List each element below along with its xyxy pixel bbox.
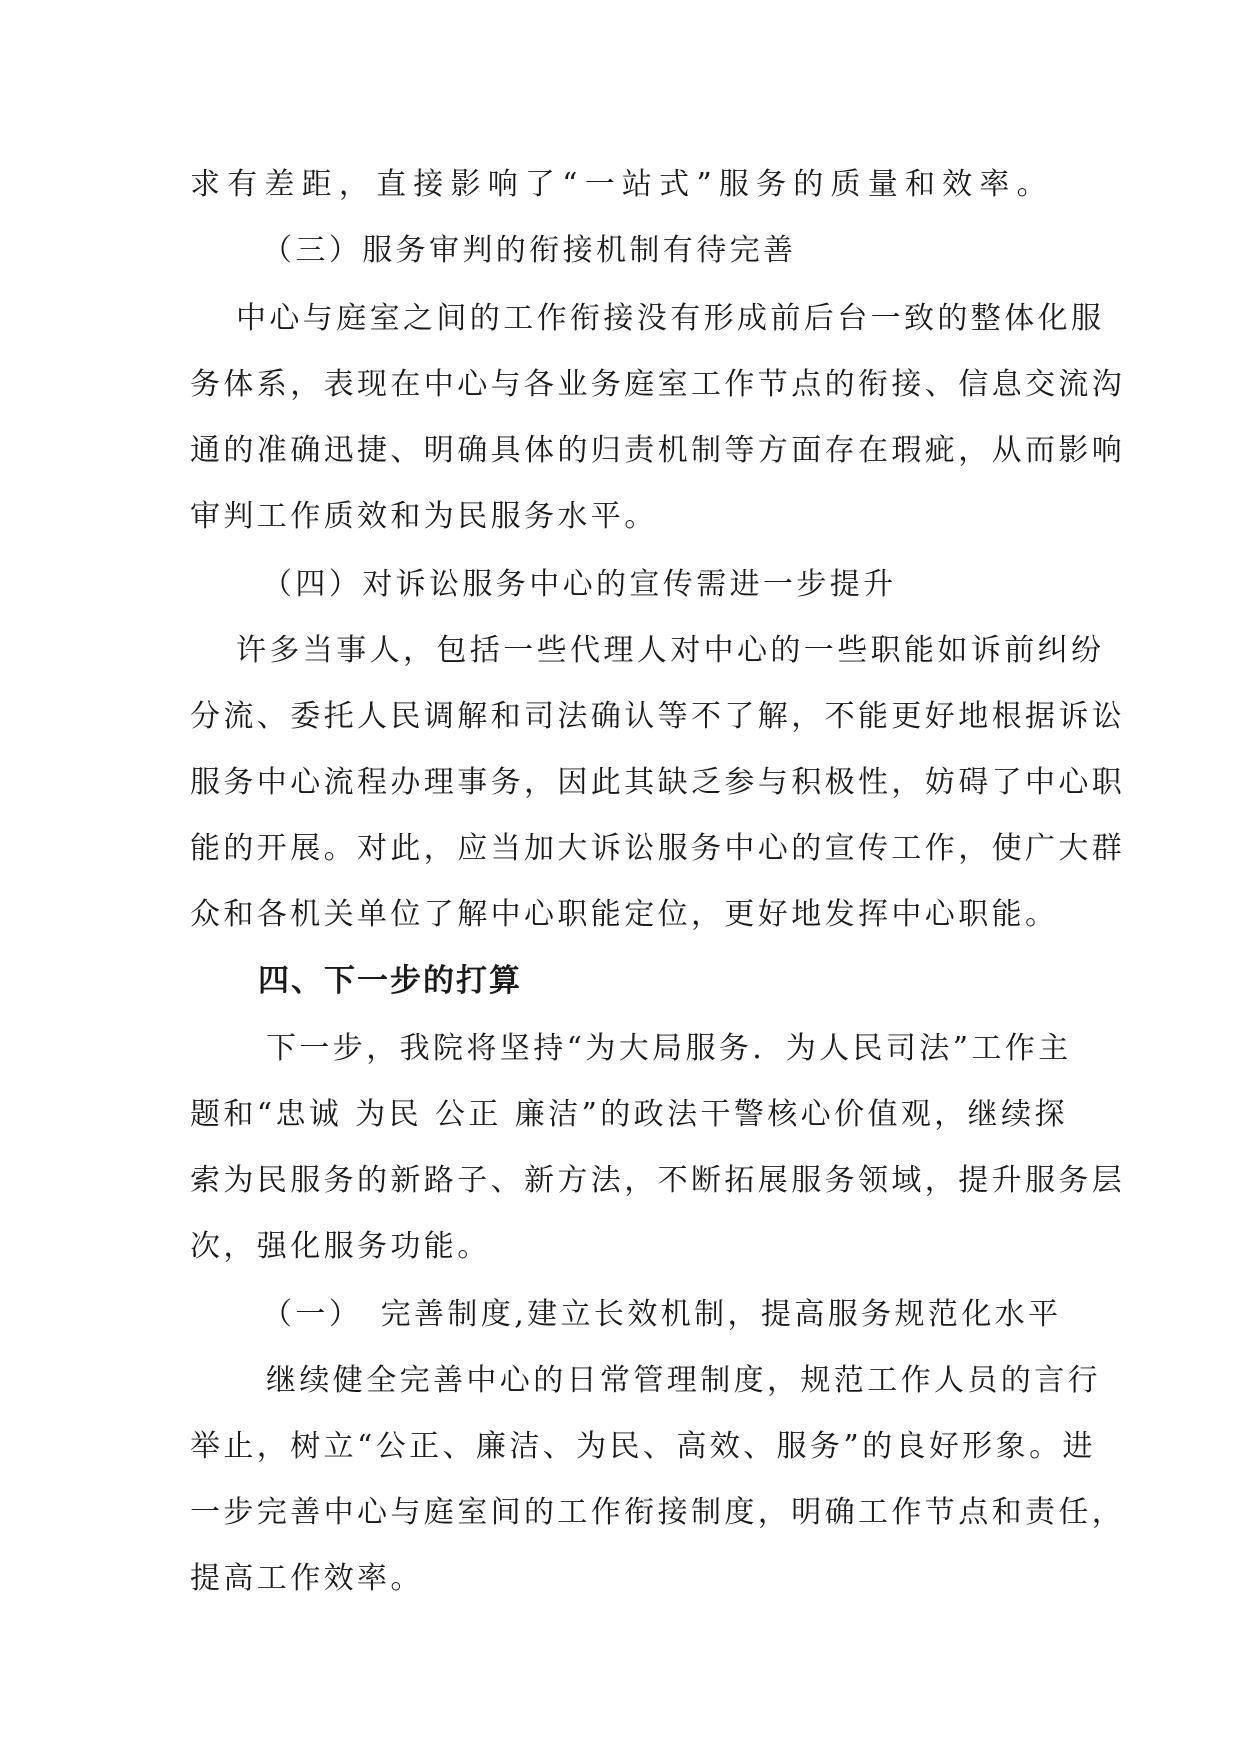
paragraph-line: 次，强化服务功能。 <box>190 1229 491 1264</box>
paragraph-line: 分流、委托人民调解和司法确认等不了解，不能更好地根据诉讼 <box>190 699 1126 734</box>
paragraph-line: 能的开展。对此，应当加大诉讼服务中心的宣传工作，使广大群 <box>190 831 1126 866</box>
paragraph-line: 许多当事人，包括一些代理人对中心的一些职能如诉前纠纷 <box>236 633 1105 668</box>
paragraph-line: 下一步，我院将坚持“为大局服务．为人民司法”工作主 <box>266 1031 1072 1066</box>
paragraph-line: 通的准确迅捷、明确具体的归责机制等方面存在瑕疵，从而影响 <box>190 433 1126 468</box>
section-heading-3: （三）服务审判的衔接机制有待完善 <box>262 233 797 268</box>
paragraph-line: 服务中心流程办理事务，因此其缺乏参与积极性，妨碍了中心职 <box>190 765 1126 800</box>
section-heading-4: （四）对诉讼服务中心的宣传需进一步提升 <box>262 567 897 602</box>
paragraph-line: 举止，树立“公正、廉洁、为民、高效、服务”的良好形象。进 <box>190 1429 1096 1464</box>
paragraph-line: 索为民服务的新路子、新方法，不断拓展服务领域，提升服务层 <box>190 1163 1126 1198</box>
paragraph-line: 题和“忠诚 为民 公正 廉洁”的政法干警核心价值观，继续探 <box>190 1097 1068 1132</box>
paragraph-line: 众和各机关单位了解中心职能定位，更好地发挥中心职能。 <box>190 897 1059 932</box>
paragraph-line: 继续健全完善中心的日常管理制度，规范工作人员的言行 <box>266 1363 1101 1398</box>
section-heading-1: （一） 完善制度,建立长效机制，提高服务规范化水平 <box>262 1297 1062 1332</box>
paragraph-line: 中心与庭室之间的工作衔接没有形成前后台一致的整体化服 <box>236 301 1105 336</box>
chapter-heading: 四、下一步的打算 <box>258 963 522 999</box>
paragraph-line: 务体系，表现在中心与各业务庭室工作节点的衔接、信息交流沟 <box>190 367 1126 402</box>
paragraph-line: 求有差距，直接影响了“一站式”服务的质量和效率。 <box>190 167 1050 202</box>
paragraph-line: 审判工作质效和为民服务水平。 <box>190 499 658 534</box>
paragraph-line: 提高工作效率。 <box>190 1561 424 1596</box>
paragraph-line: 一步完善中心与庭室间的工作衔接制度，明确工作节点和责任， <box>190 1495 1126 1530</box>
